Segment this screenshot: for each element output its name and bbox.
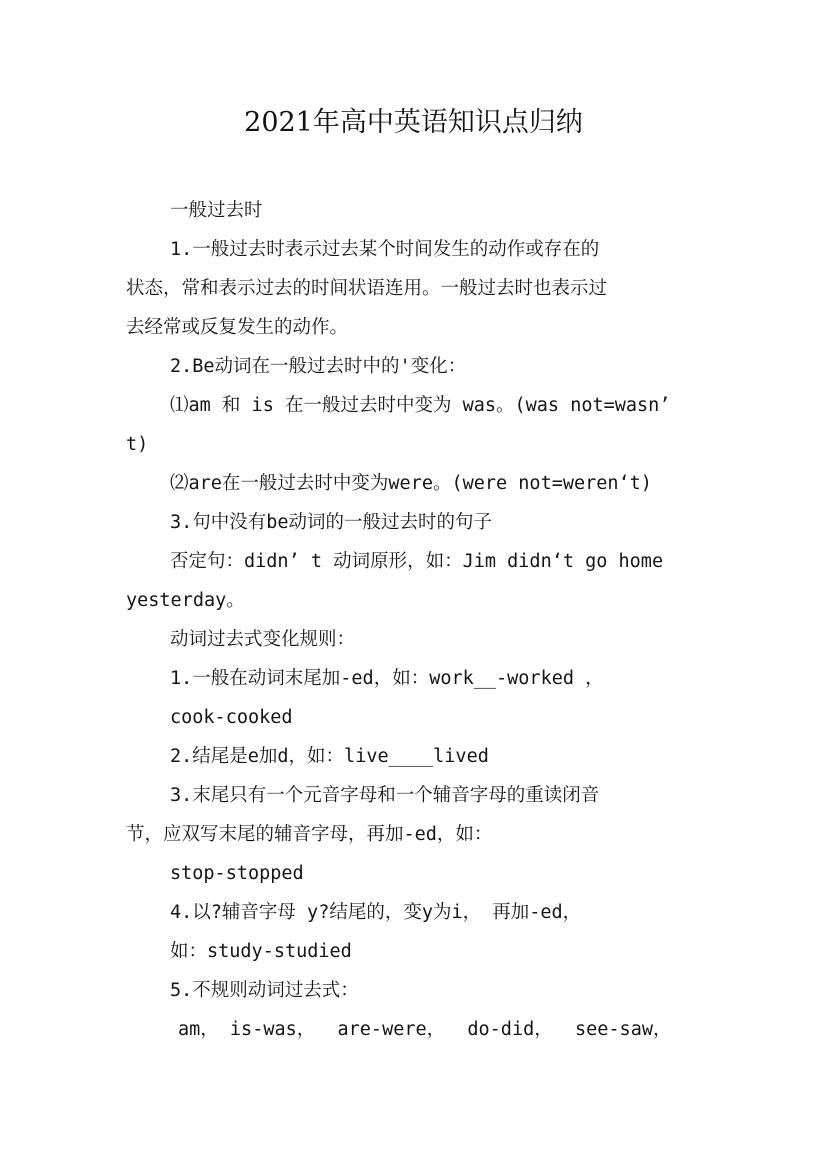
paragraph-line: ⑴am 和 is 在一般过去时中变为 was。(was not=wasn’ xyxy=(170,395,671,416)
paragraph-line: yesterday。 xyxy=(126,590,245,611)
paragraph-line: 节，应双写末尾的辅音字母，再加-ed，如： xyxy=(126,824,493,845)
document-title: 2021年高中英语知识点归纳 xyxy=(244,107,583,138)
paragraph-line: 1.一般在动词末尾加-ed，如：work__-worked ， xyxy=(170,668,604,689)
paragraph-line: 4.以?辅音字母 y?结尾的，变y为i， 再加-ed， xyxy=(170,902,582,923)
paragraph-line: 3.句中没有be动词的一般过去时的句子 xyxy=(170,512,493,533)
paragraph-line: 去经常或反复发生的动作。 xyxy=(126,317,349,338)
paragraph-line: 2.Be动词在一般过去时中的'变化： xyxy=(170,356,467,377)
paragraph-line: 2.结尾是e加d，如：live____lived xyxy=(170,746,489,767)
paragraph-line: t) xyxy=(126,434,149,455)
paragraph-line: 一般过去时 xyxy=(170,200,263,221)
paragraph-line: 1.一般过去时表示过去某个时间发生的动作或存在的 xyxy=(170,239,600,260)
paragraph-line: 否定句：didn’ t 动词原形，如：Jim didn‘t go home xyxy=(170,551,664,572)
paragraph-line: cook-cooked xyxy=(170,707,293,728)
paragraph-line: am， is-was， are-were， do-did， see-saw， xyxy=(178,1019,672,1040)
paragraph-line: 如：study-studied xyxy=(170,941,352,962)
paragraph-line: 动词过去式变化规则： xyxy=(170,629,356,650)
paragraph-line: stop-stopped xyxy=(170,863,304,884)
paragraph-line: ⑵are在一般过去时中变为were。(were not=weren‘t) xyxy=(170,473,652,494)
paragraph-line: 3.末尾只有一个元音字母和一个辅音字母的重读闭音 xyxy=(170,785,600,806)
paragraph-line: 5.不规则动词过去式： xyxy=(170,980,359,1001)
paragraph-line: 状态，常和表示过去的时间状语连用。一般过去时也表示过 xyxy=(126,278,608,299)
